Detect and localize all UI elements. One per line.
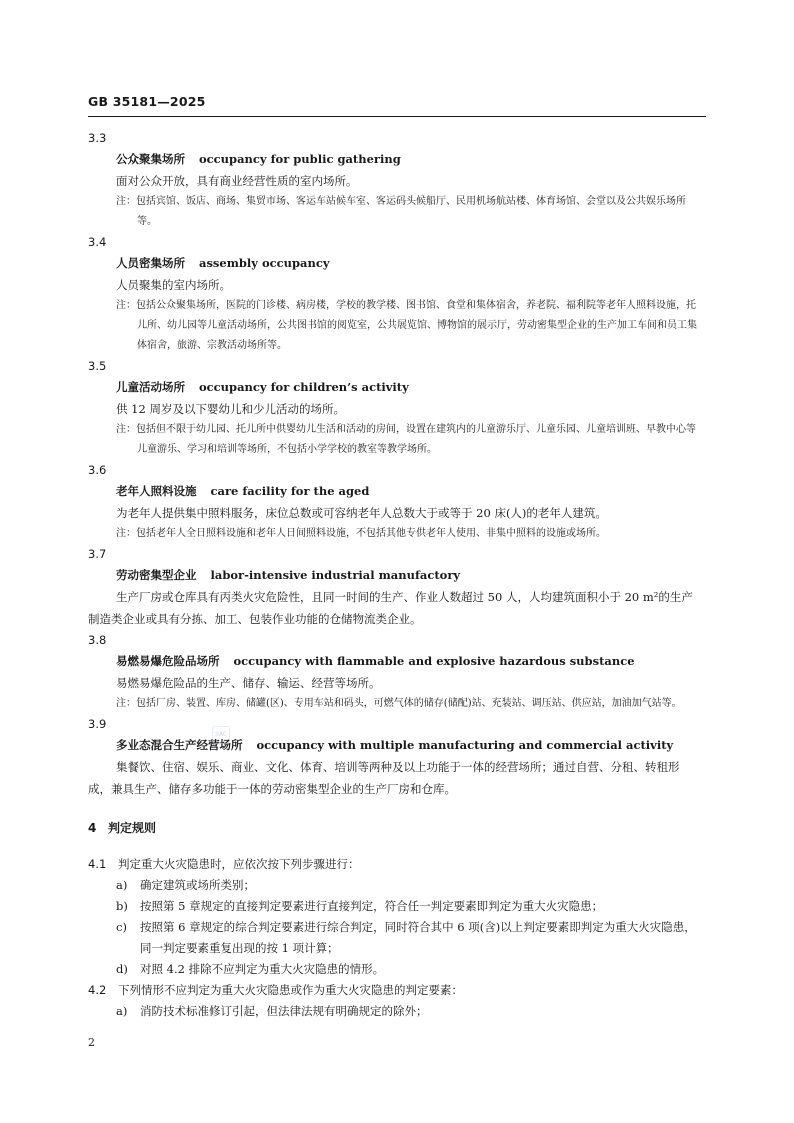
note-label: 注： <box>116 698 136 709</box>
term-heading <box>88 252 702 274</box>
list-item-label: b) <box>116 899 128 913</box>
term-section-3-6 <box>88 460 702 544</box>
note-text: 包括厂房、装置、库房、储罐(区)、专用车站和码头，可燃气体的储存(储配)站、充装站、调压站、供应站，加油加气站等。 <box>136 698 682 709</box>
clause-number: 4.1 <box>88 857 107 871</box>
term-en: occupancy for public gathering <box>199 152 401 166</box>
list-item <box>88 959 702 980</box>
term-definition: 为老年人提供集中照料服务，床位总数或可容纳老年人总数大于或等于 20 床(人)的老年人建筑。 <box>116 506 607 520</box>
term-definition: 人员聚集的室内场所。 <box>116 278 231 292</box>
note-text: 包括老年人全日照料设施和老年人日间照料设施，不包括其他专供老年人使用、非集中照料的设施或场所。 <box>136 528 606 539</box>
term-note <box>88 524 702 544</box>
list-item <box>88 1001 702 1022</box>
term-note <box>88 296 702 356</box>
term-heading <box>88 376 702 398</box>
note-label: 注： <box>116 300 136 311</box>
list-item <box>88 896 702 917</box>
list-item-label: a) <box>116 1004 128 1018</box>
page-number: 2 <box>88 1036 95 1049</box>
list-item-label: c) <box>116 920 127 934</box>
term-zh: 劳动密集型企业 <box>116 568 197 582</box>
term-zh: 人员密集场所 <box>116 256 185 270</box>
list-item-label: a) <box>116 878 128 892</box>
term-definition: 集餐饮、住宿、娱乐、商业、文化、体育、培训等两种及以上功能于一体的经营场所；通过自营、分租、转租形成，兼具生产、储存多功能于一体的劳动密集型企业的生产厂房和仓库。 <box>88 760 680 796</box>
term-note <box>88 192 702 232</box>
standard-code-header: GB 35181—2025 <box>88 94 206 109</box>
term-section-3-5 <box>88 356 702 460</box>
list-item <box>88 875 702 896</box>
term-note <box>88 694 702 714</box>
note-text: 包括宾馆、饭店、商场、集贸市场、客运车站候车室、客运码头候船厅、民用机场航站楼、体育场馆、会堂以及公共娱乐场所等。 <box>136 196 686 227</box>
clause-text: 下列情形不应判定为重大火灾隐患或作为重大火灾隐患的判定要素： <box>118 983 463 997</box>
term-note <box>88 420 702 460</box>
section-number: 3.8 <box>88 633 107 647</box>
term-en: assembly occupancy <box>199 256 330 270</box>
list-item-text: 按照第 6 章规定的综合判定要素进行综合判定，同时符合其中 6 项(含)以上判定要素即判定为重大火灾隐患，同一判定要素重复出现的按 1 项计算； <box>140 920 696 955</box>
term-heading <box>88 148 702 170</box>
term-section-3-3 <box>88 128 702 232</box>
term-zh: 老年人照料设施 <box>116 484 197 498</box>
term-en: occupancy with multiple manufacturing and commercial activity <box>256 738 674 752</box>
list-item-label: d) <box>116 962 128 976</box>
list-item-text: 对照 4.2 排除不应判定为重大火灾隐患的情形。 <box>140 962 385 976</box>
term-heading <box>88 480 702 502</box>
clause-text: 判定重大火灾隐患时，应依次按下列步骤进行： <box>118 857 360 871</box>
term-section-3-4 <box>88 232 702 356</box>
clause-number: 4.2 <box>88 983 107 997</box>
term-definition: 易燃易爆危险品的生产、储存、输运、经营等场所。 <box>116 676 381 690</box>
term-section-3-8 <box>88 630 702 714</box>
sac-watermark: SAC <box>212 726 230 744</box>
term-definition: 供 12 周岁及以下婴幼儿和少儿活动的场所。 <box>116 402 345 416</box>
clause-4-1 <box>88 854 702 875</box>
section-number: 3.9 <box>88 717 107 731</box>
term-zh: 多业态混合生产经营场所 <box>116 738 243 752</box>
term-zh: 易燃易爆危险品场所 <box>116 654 220 668</box>
section-number: 3.7 <box>88 547 107 561</box>
term-zh: 公众聚集场所 <box>116 152 185 166</box>
clause-4-2 <box>88 980 702 1001</box>
term-heading <box>88 564 702 586</box>
term-definition: 生产厂房或仓库具有丙类火灾危险性，且同一时间的生产、作业人数超过 50 人，人均建筑面积小于 20 m²的生产制造类企业或具有分拣、加工、包装作业功能的仓储物流类企业。 <box>88 590 693 626</box>
header-rule <box>88 116 706 117</box>
list-item-text: 按照第 5 章规定的直接判定要素进行直接判定，符合任一判定要素即判定为重大火灾隐患； <box>140 899 604 913</box>
term-en: occupancy with flammable and explosive hazardous substance <box>233 654 635 668</box>
term-en: labor-intensive industrial manufactory <box>210 568 461 582</box>
document-body <box>88 128 702 1022</box>
term-en: care facility for the aged <box>210 484 370 498</box>
note-label: 注： <box>116 424 136 435</box>
term-section-3-7 <box>88 544 702 630</box>
note-text: 包括但不限于幼儿园、托儿所中供婴幼儿生活和活动的房间，设置在建筑内的儿童游乐厅、儿童乐园、儿童培训班、早教中心等儿童游乐、学习和培训等场所，不包括小学学校的教室等教学场所。 <box>136 424 696 455</box>
chapter-title: 判定规则 <box>108 821 157 835</box>
note-label: 注： <box>116 528 136 539</box>
chapter-heading <box>88 818 702 838</box>
chapter-number: 4 <box>88 821 97 835</box>
term-heading <box>88 734 702 756</box>
term-definition: 面对公众开放，具有商业经营性质的室内场所。 <box>116 174 358 188</box>
section-number: 3.6 <box>88 463 107 477</box>
term-section-3-9 <box>88 714 702 800</box>
note-text: 包括公众聚集场所，医院的门诊楼、病房楼，学校的教学楼、图书馆、食堂和集体宿舍，养老院、福利院等老年人照料设施，托儿所、幼儿园等儿童活动场所，公共图书馆的阅览室，公共展览馆、博物馆的展示厅，劳动密集型企业的生产加工车间和员工集体宿舍，旅游、宗教活动场所等。 <box>136 300 697 351</box>
list-item-text: 消防技术标准修订引起，但法律法规有明确规定的除外； <box>140 1004 428 1018</box>
term-heading <box>88 650 702 672</box>
section-number: 3.3 <box>88 131 107 145</box>
term-zh: 儿童活动场所 <box>116 380 185 394</box>
note-label: 注： <box>116 196 136 207</box>
section-number: 3.5 <box>88 359 107 373</box>
list-item-text: 确定建筑或场所类别； <box>140 878 255 892</box>
list-item <box>88 917 702 959</box>
term-en: occupancy for children’s activity <box>199 380 409 394</box>
section-number: 3.4 <box>88 235 107 249</box>
